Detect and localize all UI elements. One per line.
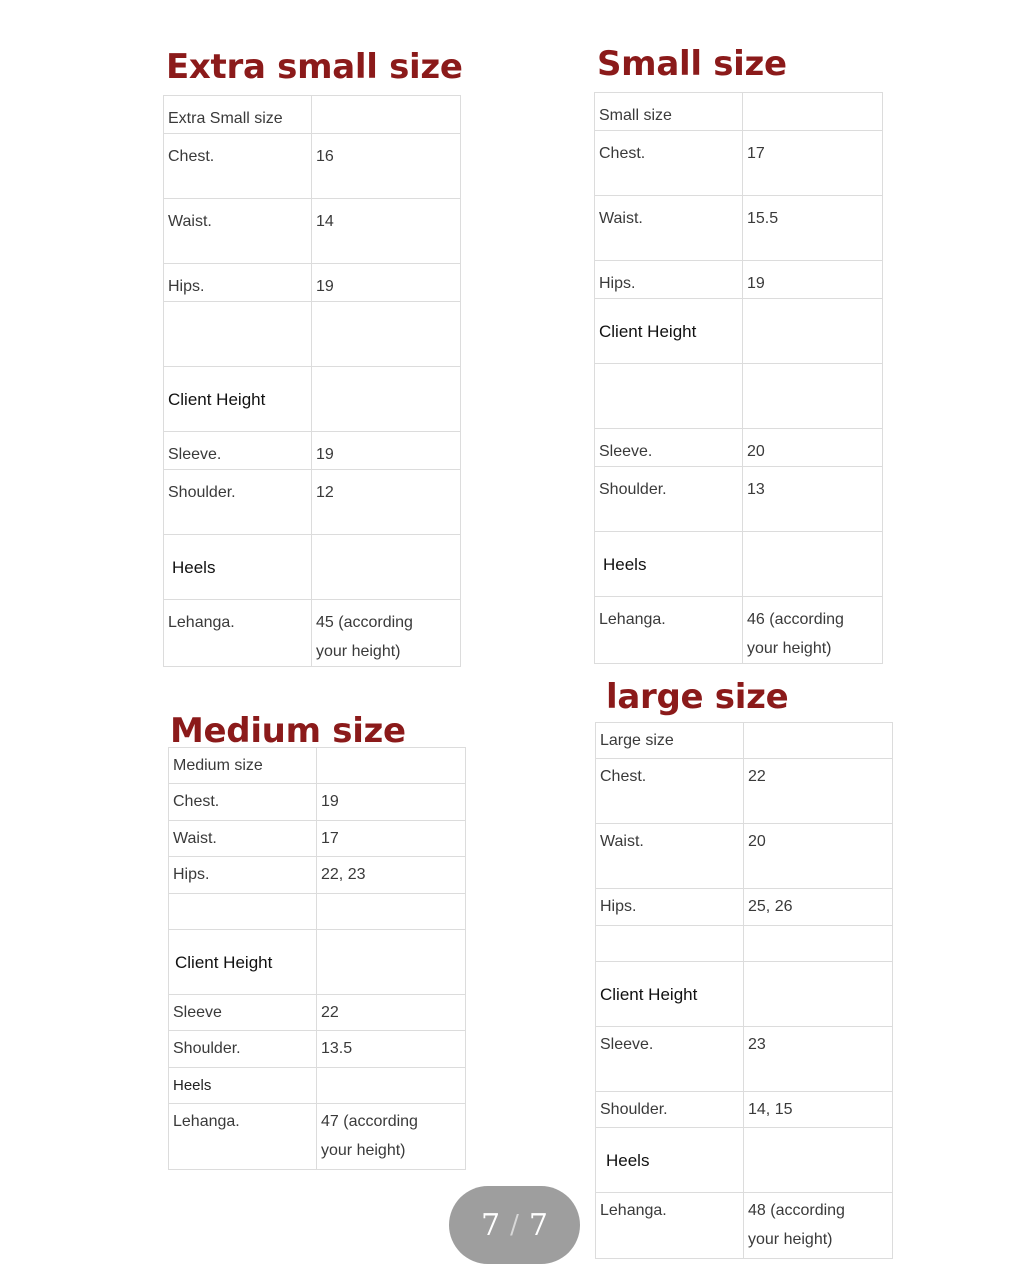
medium-heels: Heels bbox=[169, 1068, 317, 1104]
medium-header-cell: Medium size bbox=[169, 748, 317, 784]
small-waist-label: Waist. bbox=[595, 196, 743, 261]
large-lehanga-value: 48 (according your height) bbox=[744, 1193, 893, 1259]
xs-client-height: Client Height bbox=[164, 367, 312, 432]
medium-sleeve-value: 22 bbox=[317, 995, 466, 1031]
xs-shoulder-value: 12 bbox=[312, 470, 461, 535]
large-shoulder-label: Shoulder. bbox=[596, 1092, 744, 1128]
small-sleeve-value: 20 bbox=[743, 429, 883, 467]
xs-chest-value: 16 bbox=[312, 134, 461, 199]
medium-waist-value: 17 bbox=[317, 821, 466, 857]
small-size-table bbox=[594, 92, 883, 664]
large-waist-value: 20 bbox=[744, 824, 893, 889]
medium-shoulder-value: 13.5 bbox=[317, 1031, 466, 1068]
medium-shoulder-label: Shoulder. bbox=[169, 1031, 317, 1068]
medium-chest-value: 19 bbox=[317, 784, 466, 821]
small-heels: Heels bbox=[595, 532, 743, 597]
large-chest-label: Chest. bbox=[596, 759, 744, 824]
small-waist-value: 15.5 bbox=[743, 196, 883, 261]
medium-size-table bbox=[168, 747, 466, 1170]
medium-lehanga-value: 47 (according your height) bbox=[317, 1104, 466, 1170]
large-waist-label: Waist. bbox=[596, 824, 744, 889]
large-chest-value: 22 bbox=[744, 759, 893, 824]
medium-sleeve-label: Sleeve bbox=[169, 995, 317, 1031]
small-chest-value: 17 bbox=[743, 131, 883, 196]
medium-title: Medium size bbox=[170, 711, 406, 751]
large-client-height: Client Height bbox=[596, 962, 744, 1027]
xs-waist-label: Waist. bbox=[164, 199, 312, 264]
large-sleeve-label: Sleeve. bbox=[596, 1027, 744, 1092]
large-shoulder-value: 14, 15 bbox=[744, 1092, 893, 1128]
large-heels: Heels bbox=[596, 1128, 744, 1193]
small-client-height: Client Height bbox=[595, 299, 743, 364]
medium-hips-value: 22, 23 bbox=[317, 857, 466, 894]
xs-heels: Heels bbox=[164, 535, 312, 600]
page-current: 7 bbox=[481, 1207, 501, 1243]
xs-hips-label: Hips. bbox=[164, 264, 312, 302]
medium-client-height: Client Height bbox=[169, 930, 317, 995]
large-hips-value: 25, 26 bbox=[744, 889, 893, 926]
small-shoulder-label: Shoulder. bbox=[595, 467, 743, 532]
small-hips-label: Hips. bbox=[595, 261, 743, 299]
large-hips-label: Hips. bbox=[596, 889, 744, 926]
small-title: Small size bbox=[597, 44, 787, 84]
xs-hips-value: 19 bbox=[312, 264, 461, 302]
medium-chest-label: Chest. bbox=[169, 784, 317, 821]
xs-title: Extra small size bbox=[166, 47, 463, 87]
medium-hips-label: Hips. bbox=[169, 857, 317, 894]
small-lehanga-value: 46 (according your height) bbox=[743, 597, 883, 664]
large-lehanga-label: Lehanga. bbox=[596, 1193, 744, 1259]
medium-waist-label: Waist. bbox=[169, 821, 317, 857]
xs-lehanga-label: Lehanga. bbox=[164, 600, 312, 667]
page-separator: / bbox=[510, 1210, 519, 1240]
small-shoulder-value: 13 bbox=[743, 467, 883, 532]
small-chest-label: Chest. bbox=[595, 131, 743, 196]
page-indicator[interactable] bbox=[449, 1186, 580, 1264]
large-sleeve-value: 23 bbox=[744, 1027, 893, 1092]
xs-header-cell: Extra Small size bbox=[164, 96, 312, 134]
xs-waist-value: 14 bbox=[312, 199, 461, 264]
small-hips-value: 19 bbox=[743, 261, 883, 299]
xs-sleeve-value: 19 bbox=[312, 432, 461, 470]
page-total: 7 bbox=[528, 1207, 548, 1243]
large-size-table bbox=[595, 722, 893, 1259]
large-header-cell: Large size bbox=[596, 723, 744, 759]
large-title: large size bbox=[606, 677, 789, 717]
xs-sleeve-label: Sleeve. bbox=[164, 432, 312, 470]
xs-shoulder-label: Shoulder. bbox=[164, 470, 312, 535]
xs-lehanga-value: 45 (according your height) bbox=[312, 600, 461, 667]
xs-size-table bbox=[163, 95, 461, 667]
small-header-cell: Small size bbox=[595, 93, 743, 131]
small-sleeve-label: Sleeve. bbox=[595, 429, 743, 467]
medium-lehanga-label: Lehanga. bbox=[169, 1104, 317, 1170]
xs-chest-label: Chest. bbox=[164, 134, 312, 199]
small-lehanga-label: Lehanga. bbox=[595, 597, 743, 664]
